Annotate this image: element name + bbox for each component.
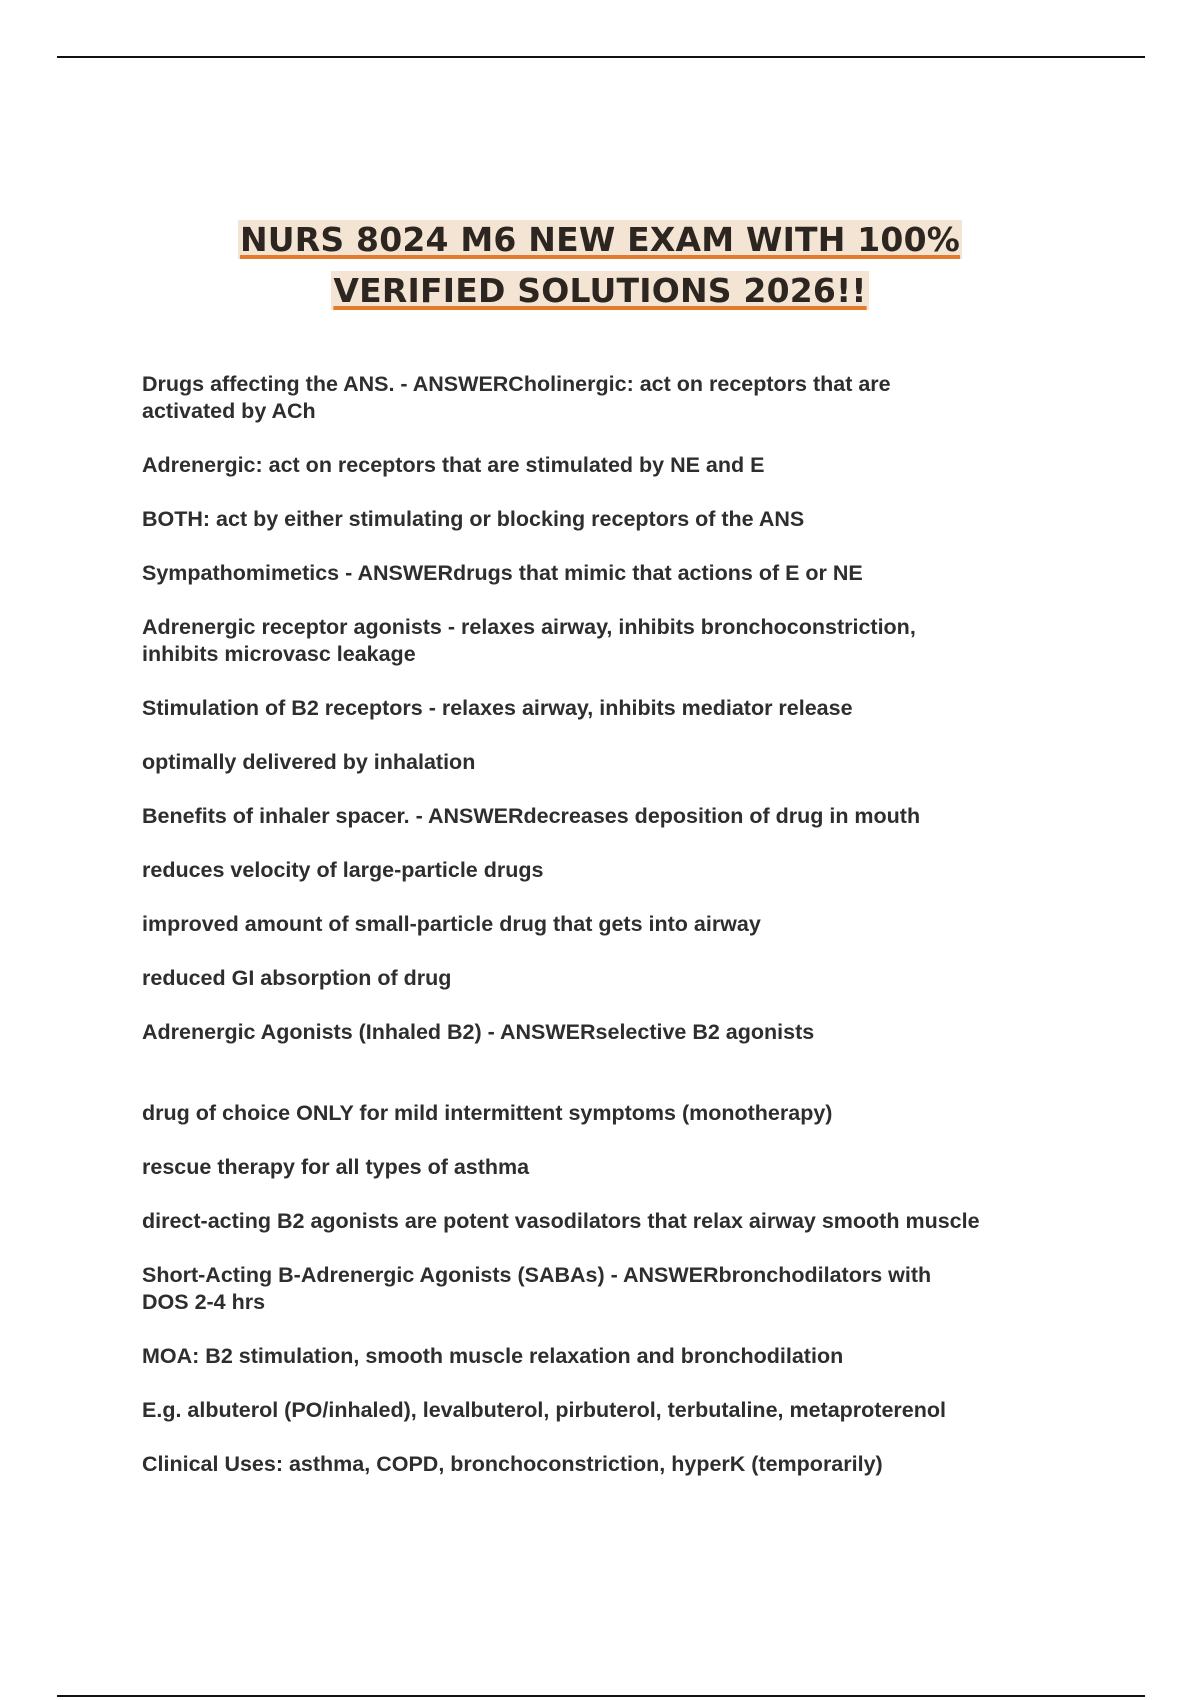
qa-entry: direct-acting B2 agonists are potent vasodilators that relax airway smooth muscle [142, 1209, 980, 1233]
qa-entry: Adrenergic: act on receptors that are stimulated by NE and E [142, 453, 765, 477]
qa-entry: Adrenergic receptor agonists - relaxes airway, inhibits bronchoconstriction, inhibits microvasc leakage [142, 615, 916, 666]
qa-entry: reduces velocity of large-particle drugs [142, 858, 544, 882]
qa-entry: drug of choice ONLY for mild intermittent symptoms (monotherapy) [142, 1101, 833, 1125]
qa-entry: Sympathomimetics - ANSWERdrugs that mimic that actions of E or NE [142, 561, 863, 585]
qa-entry: E.g. albuterol (PO/inhaled), levalbuterol, pirbuterol, terbutaline, metaproterenol [142, 1398, 946, 1422]
title-line-1: NURS 8024 M6 NEW EXAM WITH 100% [239, 220, 961, 259]
qa-entry: MOA: B2 stimulation, smooth muscle relaxation and bronchodilation [142, 1344, 844, 1368]
qa-entry: Stimulation of B2 receptors - relaxes airway, inhibits mediator release [142, 696, 853, 720]
document-body [142, 371, 1082, 1505]
bottom-rule [57, 1695, 1145, 1697]
qa-entry: Short-Acting B-Adrenergic Agonists (SABAs) - ANSWERbronchodilators with DOS 2-4 hrs [142, 1263, 932, 1314]
qa-entry: optimally delivered by inhalation [142, 750, 476, 774]
top-rule [57, 56, 1145, 58]
document-title [0, 214, 1200, 316]
title-line-2: VERIFIED SOLUTIONS 2026!! [333, 271, 867, 310]
qa-entry: Clinical Uses: asthma, COPD, bronchoconstriction, hyperK (temporarily) [142, 1452, 883, 1476]
qa-entry: rescue therapy for all types of asthma [142, 1155, 530, 1179]
qa-entry: Adrenergic Agonists (Inhaled B2) - ANSWERselective B2 agonists [142, 1020, 815, 1044]
qa-entry: BOTH: act by either stimulating or blocking receptors of the ANS [142, 507, 805, 531]
qa-entry: reduced GI absorption of drug [142, 966, 452, 990]
qa-entry: improved amount of small-particle drug that gets into airway [142, 912, 761, 936]
qa-entry: Drugs affecting the ANS. - ANSWERCholinergic: act on receptors that are activated by ACh [142, 372, 891, 423]
qa-entry: Benefits of inhaler spacer. - ANSWERdecreases deposition of drug in mouth [142, 804, 921, 828]
